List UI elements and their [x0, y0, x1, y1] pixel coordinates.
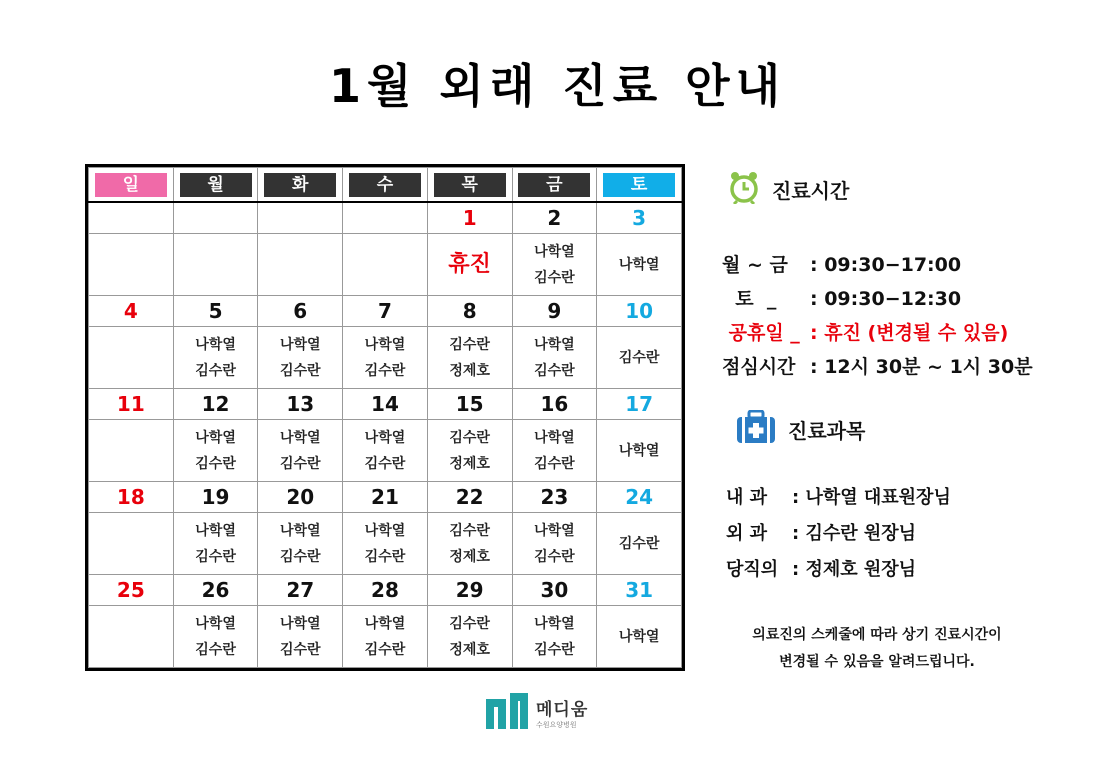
date-cell: 26 [173, 575, 258, 606]
doctor-cell [597, 327, 682, 389]
doctor-cell [597, 420, 682, 482]
doctor-cell [512, 420, 597, 482]
doctor-name: 김수란 [449, 522, 490, 539]
doctor-cell [343, 420, 428, 482]
medical-kit-icon [736, 410, 788, 449]
date-cell: 30 [512, 575, 597, 606]
doctor-cell [427, 606, 512, 668]
hours-row-weekday: 월 ~ 금 : 09:30−17:00 [722, 254, 962, 276]
date-cell: 19 [173, 482, 258, 513]
date-cell: 14 [343, 389, 428, 420]
doctor-name: 김수란 [279, 641, 321, 658]
doctor-name: 김수란 [195, 548, 236, 565]
doctor-name: 김수란 [449, 429, 490, 446]
doctor-name: 김수란 [449, 336, 490, 353]
weekday-label: 일 [95, 173, 167, 197]
date-cell: 1 [427, 202, 512, 234]
date-cell: 3 [597, 202, 682, 234]
doctor-name: 김수란 [618, 349, 660, 366]
date-cell: 22 [427, 482, 512, 513]
date-cell: 23 [512, 482, 597, 513]
doctor-cell [427, 234, 512, 296]
weekday-label: 목 [434, 173, 506, 197]
date-cell: 18 [89, 482, 174, 513]
date-cell: 17 [597, 389, 682, 420]
date-cell: 4 [89, 296, 174, 327]
doctor-cell [258, 420, 343, 482]
closed-label: 휴진 [448, 251, 491, 277]
doctor-cell [258, 606, 343, 668]
doctor-cell [173, 420, 258, 482]
date-cell: 12 [173, 389, 258, 420]
doctor-name: 나학열 [618, 256, 660, 273]
week-date-row [89, 389, 682, 420]
doctor-name: 나학열 [279, 336, 321, 353]
logo-name: 메디움 [536, 699, 589, 720]
doctor-name: 김수란 [534, 362, 575, 379]
week-date-row [89, 575, 682, 606]
date-cell: 31 [597, 575, 682, 606]
doctor-cell [512, 606, 597, 668]
doctor-cell [512, 513, 597, 575]
doctor-name: 정제호 [449, 455, 490, 472]
doctor-cell [89, 234, 174, 296]
doctor-name: 김수란 [534, 548, 575, 565]
weekday-label: 월 [180, 173, 252, 197]
weekday-header-4 [427, 168, 512, 203]
weekday-header-0 [89, 168, 174, 203]
doctor-cell [597, 513, 682, 575]
week-doctor-row [89, 420, 682, 482]
weekday-label: 토 [603, 173, 675, 197]
doctor-name: 나학열 [534, 615, 575, 632]
calendar [85, 164, 685, 671]
doctor-name: 나학열 [618, 442, 660, 459]
doctor-cell [343, 606, 428, 668]
doctor-name: 김수란 [364, 641, 406, 658]
date-cell: 10 [597, 296, 682, 327]
doctor-name: 김수란 [618, 535, 660, 552]
doctor-name: 나학열 [364, 336, 406, 353]
doctor-name: 김수란 [534, 269, 575, 286]
weekday-header-5 [512, 168, 597, 203]
week-doctor-row [89, 234, 682, 296]
date-cell: 25 [89, 575, 174, 606]
date-cell: 9 [512, 296, 597, 327]
dept-heading-label: 진료과목 [788, 419, 866, 443]
doctor-cell [173, 327, 258, 389]
doctor-cell [597, 234, 682, 296]
hours-row-saturday: 토 _ : 09:30−12:30 [722, 288, 962, 310]
date-cell: 8 [427, 296, 512, 327]
date-cell: 15 [427, 389, 512, 420]
doctor-name: 나학열 [195, 522, 236, 539]
date-cell [258, 202, 343, 234]
week-doctor-row [89, 327, 682, 389]
doctor-cell [89, 327, 174, 389]
week-date-row [89, 202, 682, 234]
hours-heading-label: 진료시간 [772, 179, 850, 203]
hours-list [722, 248, 1033, 384]
doctor-name: 정제호 [449, 362, 490, 379]
date-cell: 28 [343, 575, 428, 606]
doctor-cell [343, 513, 428, 575]
doctor-name: 나학열 [279, 522, 321, 539]
calendar-table [88, 167, 682, 668]
doctor-cell [343, 327, 428, 389]
logo-subtitle: 수원요양병원 [536, 720, 577, 729]
doctor-name: 정제호 [449, 548, 490, 565]
doctor-name: 김수란 [364, 455, 406, 472]
date-cell: 11 [89, 389, 174, 420]
doctor-name: 김수란 [364, 548, 406, 565]
date-cell: 27 [258, 575, 343, 606]
doctor-name: 김수란 [279, 548, 321, 565]
doctor-cell [427, 513, 512, 575]
doctor-name: 김수란 [279, 362, 321, 379]
doctor-cell [597, 606, 682, 668]
date-cell: 7 [343, 296, 428, 327]
dept-row-surgery: 외 과 : 김수란 원장님 [726, 523, 917, 544]
doctor-name: 정제호 [449, 641, 490, 658]
hospital-logo [486, 693, 588, 731]
date-cell: 29 [427, 575, 512, 606]
doctor-cell [89, 420, 174, 482]
doctor-cell [258, 234, 343, 296]
doctor-name: 나학열 [195, 429, 236, 446]
doctor-cell [512, 327, 597, 389]
doctor-cell [258, 513, 343, 575]
dept-row-duty: 당직의 : 정제호 원장님 [726, 559, 917, 580]
date-cell: 21 [343, 482, 428, 513]
doctor-cell [173, 606, 258, 668]
doctor-name: 나학열 [195, 336, 236, 353]
week-doctor-row [89, 606, 682, 668]
weekday-header-3 [343, 168, 428, 203]
doctor-name: 나학열 [618, 628, 660, 645]
date-cell: 6 [258, 296, 343, 327]
date-cell [173, 202, 258, 234]
doctor-cell [173, 234, 258, 296]
date-cell: 20 [258, 482, 343, 513]
alarm-clock-icon [728, 170, 772, 209]
date-cell: 2 [512, 202, 597, 234]
schedule-note: 의료진의 스케줄에 따라 상기 진료시간이 변경될 수 있음을 알려드립니다. [752, 627, 1002, 670]
doctor-name: 김수란 [534, 641, 575, 658]
doctor-name: 김수란 [364, 362, 406, 379]
doctor-name: 나학열 [364, 429, 406, 446]
weekday-header-6 [597, 168, 682, 203]
hours-heading [728, 170, 849, 209]
weekday-header-2 [258, 168, 343, 203]
doctor-name: 나학열 [195, 615, 236, 632]
logo-mark-icon [486, 693, 528, 731]
date-cell [89, 202, 174, 234]
weekday-label: 수 [349, 173, 421, 197]
doctor-name: 김수란 [195, 362, 236, 379]
doctor-name: 나학열 [534, 336, 575, 353]
weekday-header-1 [173, 168, 258, 203]
hours-row-holiday: 공휴일 _ : 휴진 (변경될 수 있음) [722, 322, 1009, 344]
doctor-name: 김수란 [449, 615, 490, 632]
weekday-label: 화 [264, 173, 336, 197]
dept-list [726, 480, 951, 588]
doctor-cell [427, 327, 512, 389]
doctor-cell [258, 327, 343, 389]
hours-row-lunch: 점심시간 : 12시 30분 ~ 1시 30분 [722, 356, 1033, 378]
date-cell: 24 [597, 482, 682, 513]
weekday-label: 금 [518, 173, 590, 197]
doctor-name: 김수란 [279, 455, 321, 472]
week-date-row [89, 296, 682, 327]
date-cell: 13 [258, 389, 343, 420]
doctor-cell [427, 420, 512, 482]
doctor-name: 김수란 [195, 455, 236, 472]
doctor-name: 나학열 [534, 522, 575, 539]
date-cell [343, 202, 428, 234]
date-cell: 5 [173, 296, 258, 327]
week-doctor-row [89, 513, 682, 575]
doctor-name: 나학열 [534, 243, 575, 260]
doctor-name: 나학열 [364, 615, 406, 632]
doctor-name: 나학열 [279, 429, 321, 446]
week-date-row [89, 482, 682, 513]
doctor-name: 나학열 [279, 615, 321, 632]
doctor-cell [89, 606, 174, 668]
doctor-cell [89, 513, 174, 575]
page-title: 1월 외래 진료 안내 [328, 59, 787, 113]
doctor-name: 나학열 [364, 522, 406, 539]
date-cell: 16 [512, 389, 597, 420]
doctor-cell [343, 234, 428, 296]
doctor-cell [173, 513, 258, 575]
doctor-cell [512, 234, 597, 296]
dept-heading [736, 410, 865, 449]
doctor-name: 김수란 [195, 641, 236, 658]
doctor-name: 나학열 [534, 429, 575, 446]
dept-row-internal: 내 과 : 나학열 대표원장님 [726, 487, 951, 508]
doctor-name: 김수란 [534, 455, 575, 472]
